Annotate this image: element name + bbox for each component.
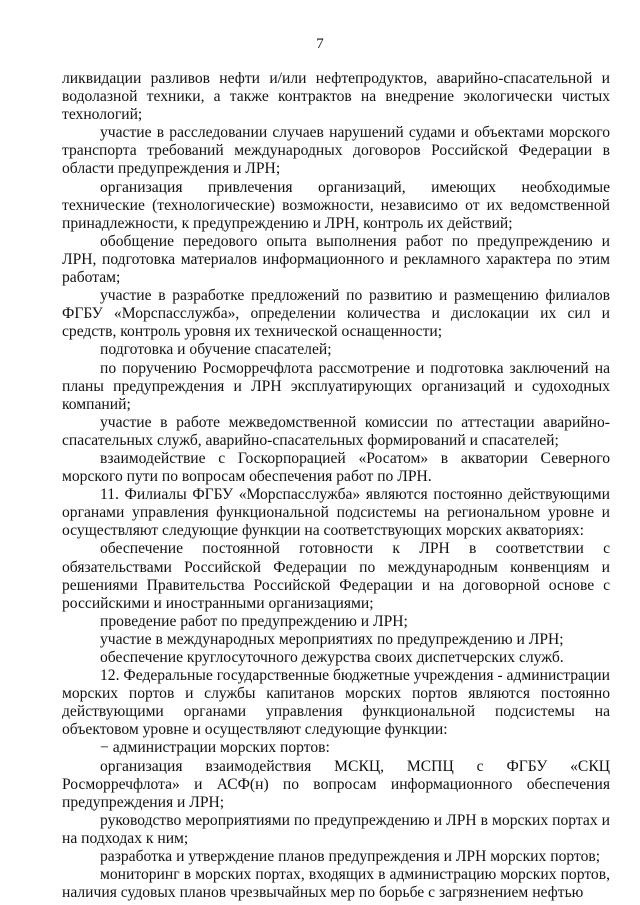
paragraph: участие в международных мероприятиях по предупреждению и ЛРН; bbox=[100, 630, 564, 648]
paragraph: взаимодействие с Госкорпорацией «Росатом» в акватории Северного морского пути по вопросам обеспечения работ по ЛРН. bbox=[62, 449, 610, 486]
paragraph: обеспечение постоянной готовности к ЛРН в соответствии с обязательствами Российской Федерации по международным конвенциям и решениями Правительства Российской Федерации и на договорной основе с российскими и иностранными организациями; bbox=[62, 540, 610, 612]
paragraph: организация привлечения организаций, имеющих необходимые технические (технологические) возможности, независимо от их ведомственной принадлежности, к предупреждению и ЛРН, контроль их действий; bbox=[62, 178, 610, 232]
paragraph: руководство мероприятиями по предупреждению и ЛРН в морских портах и на подходах к ним; bbox=[62, 811, 610, 847]
paragraph-continuation: ликвидации разливов нефти и/или нефтепродуктов, аварийно-спасательной и водолазной техники, а также контрактов на внедрение экологически чистых технологий; bbox=[62, 70, 610, 124]
paragraph: мониторинг в морских портах, входящих в администрацию морских портов, наличия судовых планов чрезвычайных мер по борьбе с загрязнением нефтью bbox=[62, 866, 610, 902]
paragraph: организация взаимодействия МСКЦ, МСПЦ с ФГБУ «СКЦ Росморречфлота» и АСФ(н) по вопросам информационного обеспечения предупреждения и ЛРН; bbox=[62, 757, 610, 811]
paragraph: участие в работе межведомственной комиссии по аттестации аварийно-спасательных служб, аварийно-спасательных формирований и спасателей; bbox=[62, 413, 610, 449]
paragraph: проведение работ по предупреждению и ЛРН; bbox=[100, 612, 408, 630]
list-heading: − администрации морских портов: bbox=[100, 739, 330, 757]
paragraph: обобщение передового опыта выполнения работ по предупреждению и ЛРН, подготовка материалов информационного и рекламного характера по этим работам; bbox=[62, 232, 610, 287]
paragraph: участие в расследовании случаев нарушений судами и объектами морского транспорта требований международных договоров Российской Федерации в области предупреждения и ЛРН; bbox=[62, 124, 610, 178]
section-paragraph-12: 12. Федеральные государственные бюджетные учреждения - администрации морских портов и службы капитанов морских портов являются постоянно действующими органами управления функциональной подсистемы на объектовом уровне и осуществляют следующие функции: bbox=[62, 667, 610, 739]
paragraph: разработка и утверждение планов предупреждения и ЛРН морских портов; bbox=[100, 848, 601, 866]
document-body bbox=[62, 70, 610, 902]
paragraph: участие в разработке предложений по развитию и размещению филиалов ФГБУ «Морспасслужба», определении количества и дислокации их сил и средств, контроль уровня их технической оснащенности; bbox=[62, 287, 610, 341]
page-number: 7 bbox=[316, 36, 324, 52]
section-paragraph-11: 11. Филиалы ФГБУ «Морспасслужба» являются постоянно действующими органами управления функциональной подсистемы на региональном уровне и осуществляют следующие функции на соответствующих морских акваториях: bbox=[62, 486, 610, 540]
paragraph: обеспечение круглосуточного дежурства своих диспетчерских служб. bbox=[100, 649, 564, 666]
paragraph: подготовка и обучение спасателей; bbox=[100, 341, 332, 359]
paragraph: по поручению Росморречфлота рассмотрение и подготовка заключений на планы предупреждения и ЛРН эксплуатирующих организаций и судоходных компаний; bbox=[62, 359, 610, 413]
